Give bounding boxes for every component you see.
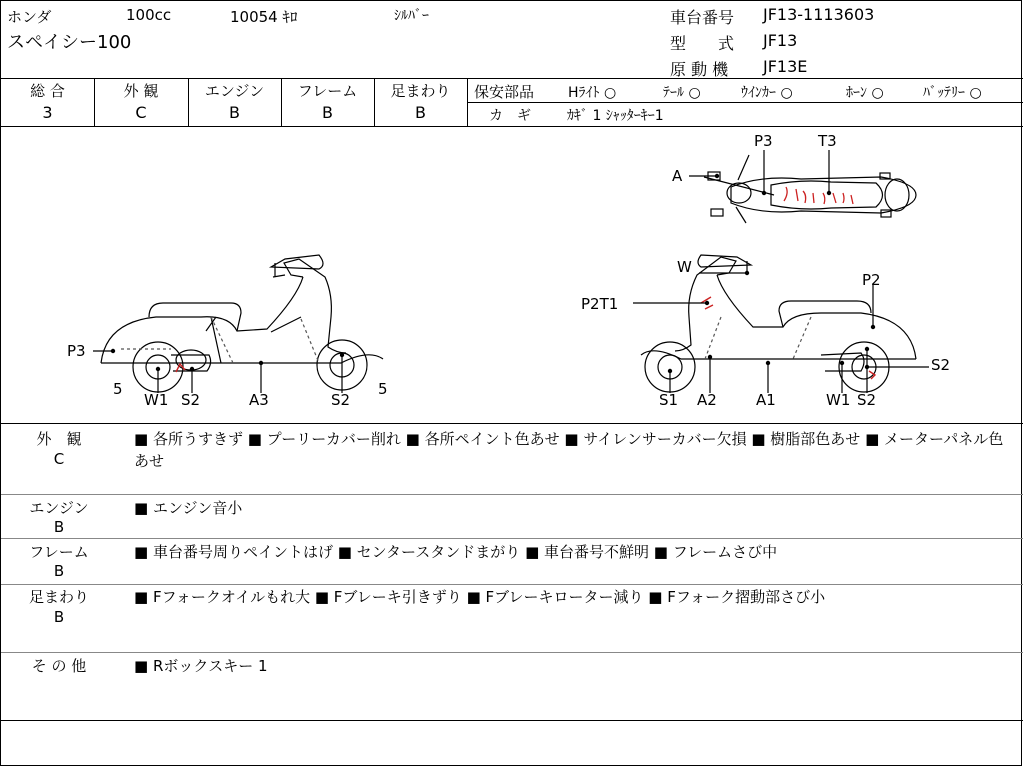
key-label: カ ギ (489, 108, 531, 124)
safety-headlight (568, 82, 616, 102)
label-top-t3: T3 (818, 132, 837, 150)
safety-taillight (663, 82, 701, 102)
label-right-a1: A1 (756, 391, 776, 409)
label-right-w: W (677, 258, 692, 276)
safety-winker-mark: ○ (780, 85, 793, 101)
scooter-top-view (704, 155, 916, 223)
note-suspension-label: 足まわり (28, 588, 89, 606)
safety-taillight-mark: ○ (688, 85, 701, 101)
grade-engine-label: エンジン (204, 82, 265, 100)
engine-value: JF13E (763, 57, 808, 76)
label-right-w1: W1 (826, 391, 851, 409)
divider (467, 102, 1023, 103)
note-other-text: ■ Rボックスキー 1 (134, 657, 268, 675)
grade-suspension-value: B (415, 103, 426, 122)
label-left-s2: S2 (181, 391, 201, 409)
frame-no: JF13-1113603 (763, 5, 875, 24)
point-markers (111, 174, 875, 373)
maker: ホンダ (7, 8, 52, 26)
safety-battery-name: ﾊﾞｯﾃﾘｰ (923, 85, 965, 101)
note-frame-label: フレーム (29, 543, 89, 561)
grade-frame-value: B (322, 103, 333, 122)
label-left-5-rear: 5 (378, 380, 388, 398)
safety-headlight-mark: ○ (603, 85, 617, 101)
frame-no-label: 車台番号 (670, 8, 735, 27)
label-right-p2t1: P2T1 (581, 295, 619, 313)
divider (1, 538, 1023, 539)
engine-label: 原 動 機 (670, 60, 729, 79)
safety-winker-name: ｳｲﾝｶｰ (741, 85, 776, 101)
note-other-label: そ の 他 (31, 657, 87, 675)
note-frame-grade: B (53, 562, 65, 580)
grade-engine-value: B (229, 103, 240, 122)
grade-frame-label: フレーム (297, 82, 358, 100)
key-value: ｶｷﾞ 1 ｼｬｯﾀｰｷｰ1 (567, 108, 664, 124)
note-frame-text: ■ 車台番号周りペイントはげ ■ センタースタンドまがり ■ 車台番号不鮮明 ■ フレームさび中 (134, 543, 778, 561)
note-suspension-grade: B (53, 608, 65, 626)
model-name: スペイシー100 (7, 32, 132, 53)
note-suspension-text: ■ Fフォークオイルもれ大 ■ Fブレーキ引きずり ■ Fブレーキローター減り ■ Fフォーク摺動部さび小 (134, 588, 826, 606)
label-top-p3: P3 (754, 132, 773, 150)
safety-winker (741, 82, 793, 102)
damage-marks-top (784, 187, 853, 204)
divider (1, 584, 1023, 585)
grade-exterior-value: C (135, 103, 147, 122)
safety-horn (846, 82, 884, 102)
label-right-s1: S1 (659, 391, 679, 409)
safety-horn-mark: ○ (871, 85, 884, 101)
grade-overall-label: 総 合 (30, 82, 65, 100)
label-left-a3: A3 (249, 391, 269, 409)
grade-suspension-label: 足まわり (390, 82, 451, 100)
safety-battery-mark: ○ (969, 85, 982, 101)
safety-horn-name: ﾎｰﾝ (846, 85, 867, 101)
label-right-a2: A2 (697, 391, 717, 409)
scooter-right-dashes (705, 317, 811, 359)
displacement: 100cc (126, 6, 172, 24)
divider (1, 494, 1023, 495)
safety-taillight-name: ﾃｰﾙ (663, 85, 684, 101)
grade-exterior-label: 外 観 (123, 82, 159, 100)
safety-headlight-name: Hﾗｲﾄ (568, 85, 600, 101)
divider (1, 652, 1023, 653)
note-exterior-label: 外 観 (36, 430, 82, 448)
label-top-a: A (672, 167, 683, 185)
note-engine-label: エンジン (29, 499, 89, 517)
scooter-left-view (101, 255, 383, 392)
label-left-5-front: 5 (113, 380, 123, 398)
color: ｼﾙﾊﾞｰ (394, 8, 429, 24)
note-engine-text: ■ エンジン音小 (134, 499, 243, 517)
type-label: 型 式 (670, 34, 735, 53)
note-engine-grade: B (53, 518, 65, 536)
label-right-s2: S2 (857, 391, 877, 409)
note-exterior-text: ■ 各所うすきず ■ プーリーカバー削れ ■ 各所ペイント色あせ ■ サイレンサーカバー欠損 ■ 樹脂部色あせ ■ メーターパネル色あせ (134, 430, 1004, 470)
label-left-w1: W1 (144, 391, 169, 409)
note-exterior-grade: C (53, 450, 65, 468)
mileage: 10054 ｷﾛ (230, 8, 298, 26)
safety-label: 保安部品 (474, 83, 535, 101)
divider (1, 720, 1023, 721)
label-left-p3: P3 (67, 342, 86, 360)
divider (1, 78, 1023, 79)
label-right-s2-side: S2 (931, 356, 951, 374)
safety-battery (923, 82, 982, 102)
grade-overall-value: 3 (42, 103, 53, 122)
label-right-p2: P2 (862, 271, 881, 289)
divider (1, 423, 1023, 424)
type-value: JF13 (763, 31, 798, 50)
label-left-s2-rear: S2 (331, 391, 351, 409)
